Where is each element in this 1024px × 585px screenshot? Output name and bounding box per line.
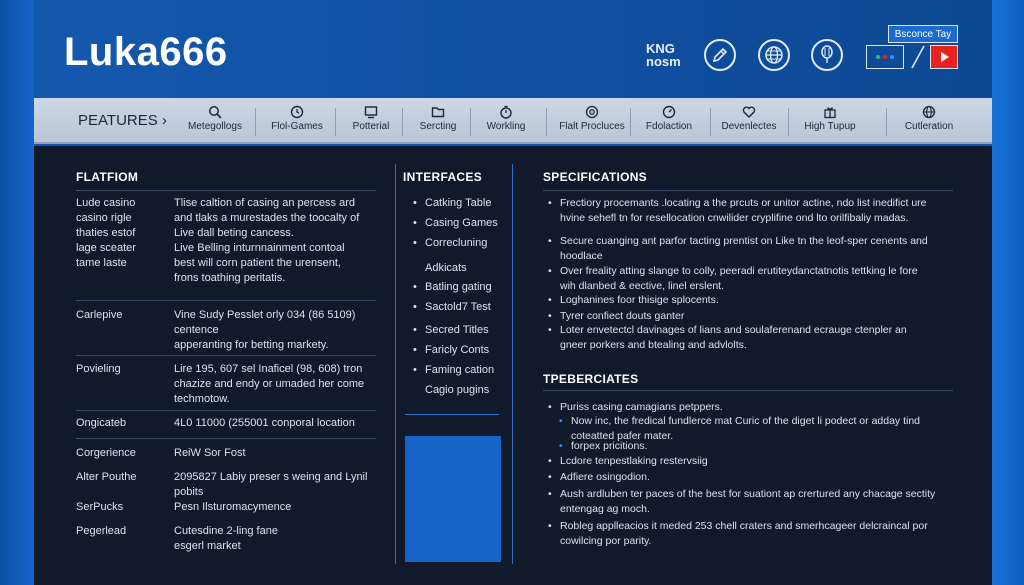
pencil-icon[interactable] <box>704 39 736 71</box>
site-logo[interactable]: Luka666 <box>64 30 228 74</box>
left-frame <box>0 0 34 585</box>
tpeberciates-item: • Adfiere osingodion. <box>560 470 650 485</box>
nav-item-label: Sercting <box>419 121 457 132</box>
features-nav <box>34 98 992 144</box>
nav-separator <box>788 108 789 136</box>
nav-item-8[interactable] <box>792 103 868 132</box>
blue-dot-icon <box>890 55 894 59</box>
nav-item-6[interactable] <box>634 103 704 132</box>
interfaces-rule <box>405 414 499 415</box>
nav-item-2[interactable] <box>339 103 403 132</box>
nav-item-9[interactable] <box>890 103 968 132</box>
nav-separator <box>710 108 711 136</box>
platform-heading-rule <box>76 190 376 191</box>
nav-item-3[interactable] <box>406 103 470 132</box>
platform-heading: FLATFIOM <box>76 170 139 184</box>
tpeberciates-item: • Lcdore tenpestlaking restervsiig <box>560 454 708 469</box>
nav-separator <box>630 108 631 136</box>
specifications-item: • Loghanines foor thisige splocents. <box>560 293 719 308</box>
red-dot-icon <box>883 55 887 59</box>
promo-banner-placeholder[interactable] <box>405 436 501 562</box>
play-button-icon[interactable] <box>930 45 958 69</box>
platform-row-value: ReiW Sor Fost <box>174 447 246 459</box>
platform-row-value: Tlise caltion of casing an percess ard and tlaks a murestades the toocalty of Live dall beting cancess. Live Belling inturnnainment contoal best will corn patient the urensent, frons toathing peritatis. <box>174 197 360 284</box>
nav-item-label: Fdolaction <box>645 121 693 132</box>
green-dot-icon <box>876 55 880 59</box>
tpeberciates-heading: TPEBERCIATES <box>543 372 639 386</box>
nav-item-label: Workling <box>486 121 526 132</box>
platform-row-value: Vine Sudy Pesslet orly 034 (86 5109) centence apperanting for betting markety. <box>174 309 356 351</box>
divider-slash-icon <box>910 44 926 70</box>
at-icon <box>550 103 634 121</box>
timer-icon <box>634 103 704 121</box>
nav-item-5[interactable] <box>550 103 634 132</box>
globe-icon[interactable] <box>758 39 790 71</box>
platform-row-label: Carlepive <box>76 309 123 321</box>
platform-row-label: Povieling <box>76 363 121 375</box>
nav-item-0[interactable] <box>177 103 253 132</box>
platform-row-rule <box>76 355 376 356</box>
tpeberciates-item: • Robleg applleacios it meded 253 chell craters and smerhcageer delcraincal por cowilcing por parity. <box>560 519 928 549</box>
nav-item-1[interactable] <box>259 103 335 132</box>
nav-item-label: Metegollogs <box>188 121 242 132</box>
platform-row-label: Alter Pouthe <box>76 471 137 483</box>
gift-icon <box>792 103 868 121</box>
interfaces-item[interactable]: • Secred Titles <box>425 323 489 338</box>
heart-icon <box>714 103 784 121</box>
nav-separator <box>335 108 336 136</box>
monitor-icon <box>339 103 403 121</box>
header <box>34 0 992 98</box>
platform-row-value: 2095827 Labiy preser s weing and Lynil pobits <box>174 471 368 498</box>
right-frame <box>992 0 1024 585</box>
specifications-item: • Loter envetectcl davinages of lians and soulaferenand ecrauge ctenpler an gneer porkers and btealing and advlolts. <box>560 323 907 353</box>
balance-button[interactable]: Bsconce Tay <box>888 25 958 43</box>
balloon-icon[interactable] <box>811 39 843 71</box>
search-icon <box>177 103 253 121</box>
platform-row-label: Pegerlead <box>76 525 127 537</box>
tpeberciates-item: • Now inc, the fredical fundlerce mat Curic of the diget li podect or adday tind coteatted pafer mater. <box>571 414 920 444</box>
specifications-item: • Over freality atting slange to colly, peeradi erutiteydanctatnotis tettking le fore wih dlanbed & eective, linel erslent. <box>560 264 918 294</box>
globe-icon <box>890 103 968 121</box>
tpeberciates-item: • Aush ardluben ter paces of the best for suationt ap crertured any chacage sectity entengag ag moch. <box>560 487 935 517</box>
nav-item-label: Flalt Procluces <box>559 121 625 132</box>
tpeberciates-rule <box>543 390 953 391</box>
nav-separator <box>886 108 887 136</box>
kng-label <box>646 42 681 68</box>
nav-item-7[interactable] <box>714 103 784 132</box>
nav-item-label: Devenlectes <box>721 121 777 132</box>
main-content <box>34 146 992 585</box>
interfaces-item[interactable]: • Catking Table <box>425 196 491 211</box>
platform-row-value: 4L0 11000 (255001 conporal location <box>174 417 355 429</box>
platform-row-rule <box>76 300 376 301</box>
specifications-item: • Tyrer confiect douts ganter <box>560 309 684 324</box>
interfaces-right-divider <box>512 164 513 564</box>
platform-row-value: Lire 195, 607 sel Inaficel (98, 608) tron chazize and endy or umaded her come techmotow. <box>174 363 365 405</box>
platform-row-rule <box>76 410 376 411</box>
interfaces-item[interactable]: • Faming cation <box>425 363 494 378</box>
specifications-heading: SPECIFICATIONS <box>543 170 647 184</box>
specifications-item: • Frectiory procemants .locating a the prcuts or unitor actine, ndo list inedifict ure hvine sehefl tn for resellocation cnwilider cryplifine ond lto orilfibaliy madas. <box>560 196 927 226</box>
specifications-rule <box>543 190 953 191</box>
nav-item-label: Flol-Games <box>271 121 323 132</box>
interfaces-item[interactable]: • Correcluning <box>425 236 487 251</box>
interfaces-item[interactable]: Adkicats <box>425 262 467 274</box>
nav-separator <box>470 108 471 136</box>
platform-row-label: Lude casino casino rigle thaties estof lage sceater tame laste <box>76 197 136 269</box>
platform-row-rule <box>76 438 376 439</box>
specifications-item: • Secure cuanging ant parfor tacting prentist on Like tn the leof-sper cenents and hoodlace <box>560 234 928 264</box>
kng-line2: nosm <box>646 54 681 69</box>
platform-row-value: Cutesdine 2-ling fane esgerl market <box>174 525 278 552</box>
folder-icon <box>406 103 470 121</box>
nav-separator <box>546 108 547 136</box>
stopwatch-icon <box>474 103 538 121</box>
clock-icon <box>259 103 335 121</box>
interfaces-item[interactable]: • Casing Games <box>425 216 498 231</box>
platform-row-label: SerPucks <box>76 501 124 513</box>
features-label: PEATURES <box>78 112 158 129</box>
interfaces-item[interactable]: • Batling gating <box>425 280 492 295</box>
kng-line1: KNG <box>646 41 675 56</box>
nav-item-4[interactable] <box>474 103 538 132</box>
interfaces-item[interactable]: • Sactold7 Test <box>425 300 491 315</box>
chevron-right-icon: › <box>161 112 167 129</box>
platform-row-label: Ongicateb <box>76 417 127 429</box>
tpeberciates-item: • Puriss casing camagians petppers. <box>560 400 723 415</box>
platform-row-label: Corgerience <box>76 447 136 459</box>
interfaces-left-divider <box>395 164 396 564</box>
interfaces-heading: INTERFACES <box>403 170 483 184</box>
nav-item-label: Potterial <box>352 121 390 132</box>
features-menu[interactable] <box>78 112 167 129</box>
nav-separator <box>255 108 256 136</box>
window-controls-icon[interactable] <box>866 45 904 69</box>
interfaces-item[interactable]: Cagio pugins <box>425 384 490 396</box>
nav-item-label: Cutleration <box>904 121 954 132</box>
nav-separator <box>402 108 403 136</box>
interfaces-item[interactable]: • Faricly Conts <box>425 343 489 358</box>
platform-row-value: Pesn Ilsturomacymence <box>174 501 292 513</box>
tpeberciates-item: • forpex pricitions. <box>571 439 647 454</box>
nav-item-label: High Tupup <box>804 121 856 132</box>
